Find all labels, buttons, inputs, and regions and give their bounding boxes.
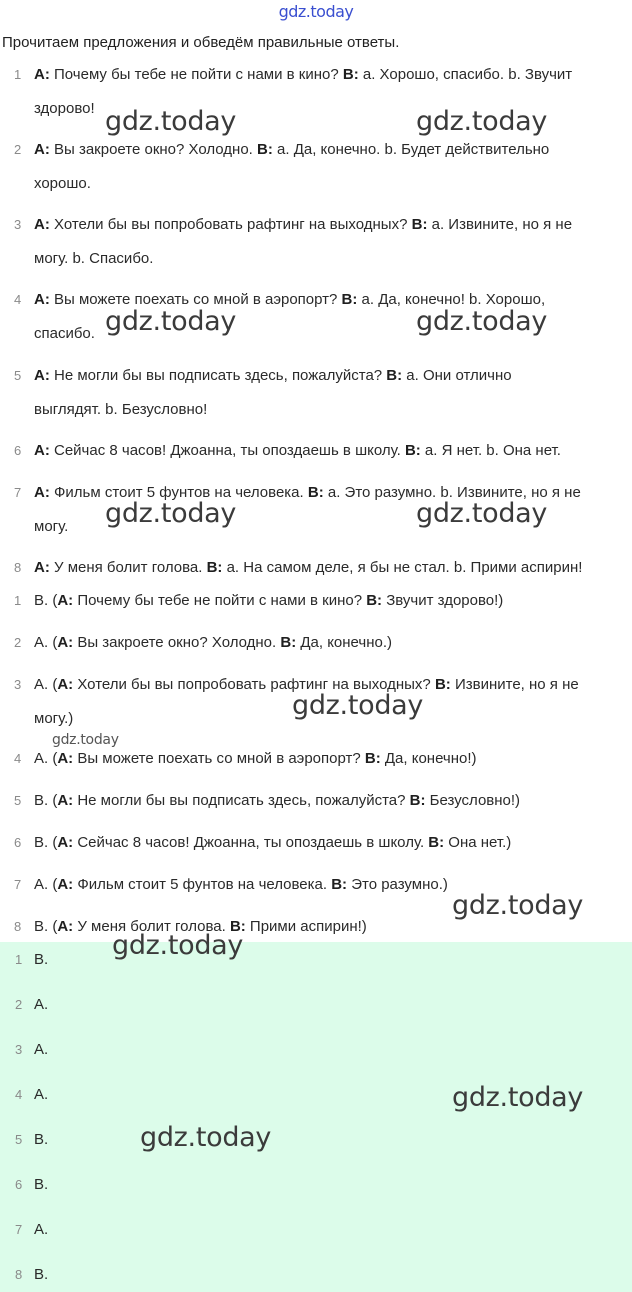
speaker-b-text: Да, конечно.): [296, 634, 392, 651]
speaker-a-label: A:: [34, 484, 50, 501]
speaker-b-text: a. Извините, но я не: [427, 216, 573, 233]
answer-letter: B. (: [34, 834, 58, 851]
speaker-a-label: A:: [57, 834, 74, 851]
speaker-a-label: A:: [34, 559, 50, 576]
item-number: 7: [14, 877, 22, 892]
continuation-text: могу. b. Спасибо.: [34, 250, 154, 267]
task-instruction: Прочитаем предложения и обведём правильные ответы.: [2, 34, 400, 51]
speaker-a-label: A:: [34, 216, 50, 233]
item-text: [34, 584, 629, 618]
speaker-a-text: Вы можете поехать со мной в аэропорт?: [73, 750, 365, 767]
solution-item: [0, 826, 632, 860]
speaker-a-text: Вы можете поехать со мной в аэропорт?: [49, 291, 342, 308]
item-text: [34, 359, 629, 427]
speaker-b-label: B:: [307, 484, 324, 501]
speaker-b-text: Это разумно.): [347, 876, 448, 893]
continuation-text: могу.): [34, 710, 74, 727]
speaker-b-text: a. Хорошо, спасибо. b. Звучит: [358, 66, 573, 83]
item-text: [34, 551, 629, 585]
speaker-b-label: B:: [257, 141, 273, 158]
speaker-b-text: a. Они отлично: [402, 367, 512, 384]
speaker-a-text: Почему бы тебе не пойти с нами в кино?: [73, 592, 367, 609]
speaker-a-text: Хотели бы вы попробовать рафтинг на выходных?: [49, 216, 412, 233]
item-number: 4: [14, 751, 22, 766]
answer-letter: A. (: [34, 750, 58, 767]
item-text: [34, 434, 629, 468]
exercise-item: [0, 476, 632, 544]
item-number: 8: [14, 560, 22, 575]
speaker-a-label: A:: [34, 66, 50, 83]
speaker-b-label: B:: [386, 367, 403, 384]
watermark: gdz.today: [105, 306, 237, 337]
item-number: 2: [14, 142, 22, 157]
exercise-item: [0, 208, 632, 276]
answer-letter: A.: [34, 1086, 49, 1103]
exercise-item: [0, 58, 632, 126]
speaker-b-label: B:: [229, 918, 246, 935]
watermark: gdz.today: [140, 1122, 272, 1153]
watermark: gdz.today: [105, 106, 237, 137]
speaker-b-text: Безусловно!): [425, 792, 521, 809]
answer-letter: B.: [34, 1176, 49, 1193]
item-text: [34, 742, 629, 776]
site-logo[interactable]: gdz.today: [278, 2, 354, 21]
speaker-b-label: B:: [280, 634, 297, 651]
item-text: [34, 58, 629, 126]
speaker-b-text: a. Да, конечно. b. Будет действительно: [272, 141, 550, 158]
watermark: gdz.today: [416, 498, 548, 529]
speaker-b-text: Она нет.): [444, 834, 512, 851]
item-text: [34, 283, 629, 351]
speaker-a-label: A:: [34, 442, 50, 459]
speaker-b-text: Да, конечно!): [380, 750, 477, 767]
solution-item: [0, 868, 632, 902]
solution-item: [0, 742, 632, 776]
speaker-a-label: A:: [57, 592, 74, 609]
answer-letter: A. (: [34, 634, 58, 651]
continuation-text: здорово!: [34, 100, 95, 117]
speaker-b-label: B:: [428, 834, 445, 851]
item-number: 7: [15, 1222, 23, 1237]
watermark: gdz.today: [452, 890, 584, 921]
watermark: gdz.today: [452, 1082, 584, 1113]
solution-item: [0, 784, 632, 818]
answer-letter: A. (: [34, 876, 58, 893]
solution-item: [0, 668, 632, 736]
speaker-a-label: A:: [34, 367, 50, 384]
speaker-a-text: Хотели бы вы попробовать рафтинг на выходных?: [73, 676, 435, 693]
item-number: 2: [14, 635, 22, 650]
exercise-item: [0, 434, 632, 468]
speaker-b-label: B:: [341, 291, 358, 308]
watermark: gdz.today: [292, 690, 424, 721]
item-number: 4: [14, 292, 22, 307]
speaker-b-text: a. На самом деле, я бы не стал. b. Прими аспирин!: [222, 559, 583, 576]
item-text: [34, 826, 629, 860]
watermark: gdz.today: [112, 930, 244, 961]
speaker-a-text: Сейчас 8 часов! Джоанна, ты опоздаешь в школу.: [49, 442, 405, 459]
speaker-a-label: A:: [57, 750, 74, 767]
speaker-a-text: У меня болит голова.: [49, 559, 207, 576]
speaker-a-text: Не могли бы вы подписать здесь, пожалуйста?: [73, 792, 410, 809]
item-number: 4: [15, 1087, 23, 1102]
item-number: 1: [14, 67, 22, 82]
speaker-b-label: B:: [404, 442, 421, 459]
answer-letter: B.: [34, 951, 49, 968]
speaker-b-label: B:: [364, 750, 381, 767]
watermark: gdz.today: [416, 306, 548, 337]
speaker-a-text: У меня болит голова.: [73, 918, 230, 935]
item-number: 6: [14, 835, 22, 850]
speaker-a-text: Вы закроете окно? Холодно.: [49, 141, 258, 158]
watermark: gdz.today: [416, 106, 548, 137]
item-text: [34, 668, 629, 736]
speaker-b-label: B:: [434, 676, 451, 693]
speaker-b-label: B:: [366, 592, 383, 609]
speaker-b-text: Прими аспирин!): [245, 918, 367, 935]
item-text: [34, 476, 629, 544]
item-number: 8: [14, 919, 22, 934]
speaker-b-text: a. Да, конечно! b. Хорошо,: [357, 291, 546, 308]
speaker-a-label: A:: [57, 634, 74, 651]
item-number: 1: [15, 952, 23, 967]
speaker-b-label: B:: [206, 559, 223, 576]
item-number: 5: [14, 793, 22, 808]
item-number: 8: [15, 1267, 23, 1282]
answer-letter: B. (: [34, 592, 58, 609]
answer-letter: A. (: [34, 676, 58, 693]
answer-letter: B. (: [34, 918, 58, 935]
speaker-a-label: A:: [34, 291, 50, 308]
continuation-text: спасибо.: [34, 325, 95, 342]
speaker-b-text: a. Я нет. b. Она нет.: [420, 442, 561, 459]
solution-item: [0, 626, 632, 660]
speaker-b-text: a. Это разумно. b. Извините, но я не: [323, 484, 581, 501]
answer-letter: A.: [34, 996, 49, 1013]
item-text: [34, 626, 629, 660]
exercise-item: [0, 359, 632, 427]
answer-letter: A.: [34, 1221, 49, 1238]
speaker-b-label: B:: [409, 792, 426, 809]
speaker-a-text: Вы закроете окно? Холодно.: [73, 634, 281, 651]
speaker-a-label: A:: [57, 676, 74, 693]
item-text: [34, 868, 629, 902]
item-number: 7: [14, 485, 22, 500]
item-text: [34, 784, 629, 818]
speaker-a-text: Фильм стоит 5 фунтов на человека.: [73, 876, 332, 893]
item-number: 6: [14, 443, 22, 458]
watermark: gdz.today: [52, 732, 119, 748]
answer-letter: B.: [34, 1266, 49, 1283]
item-text: [34, 208, 629, 276]
item-number: 5: [14, 368, 22, 383]
item-number: 6: [15, 1177, 23, 1192]
item-text: [34, 910, 629, 944]
answer-letter: B. (: [34, 792, 58, 809]
item-number: 3: [15, 1042, 23, 1057]
solution-item: [0, 910, 632, 944]
continuation-text: выглядят. b. Безусловно!: [34, 401, 208, 418]
speaker-a-label: A:: [34, 141, 50, 158]
speaker-b-label: B:: [411, 216, 428, 233]
item-number: 2: [15, 997, 23, 1012]
exercise-item: [0, 551, 632, 585]
speaker-a-text: Не могли бы вы подписать здесь, пожалуйста?: [49, 367, 387, 384]
item-number: 3: [14, 217, 22, 232]
speaker-a-text: Почему бы тебе не пойти с нами в кино?: [49, 66, 343, 83]
solution-item: [0, 584, 632, 618]
watermark: gdz.today: [105, 498, 237, 529]
speaker-b-label: B:: [331, 876, 348, 893]
item-number: 5: [15, 1132, 23, 1147]
item-text: [34, 133, 629, 201]
exercise-item: [0, 283, 632, 351]
speaker-b-text: Извините, но я не: [450, 676, 579, 693]
answer-letter: A.: [34, 1041, 49, 1058]
continuation-text: могу.: [34, 518, 69, 535]
answer-letter: B.: [34, 1131, 49, 1148]
item-number: 1: [14, 593, 22, 608]
speaker-a-text: Сейчас 8 часов! Джоанна, ты опоздаешь в школу.: [73, 834, 429, 851]
item-number: 3: [14, 677, 22, 692]
speaker-b-text: Звучит здорово!): [382, 592, 504, 609]
exercise-item: [0, 133, 632, 201]
speaker-a-label: A:: [57, 918, 74, 935]
continuation-text: хорошо.: [34, 175, 91, 192]
speaker-a-label: A:: [57, 876, 74, 893]
speaker-a-text: Фильм стоит 5 фунтов на человека.: [49, 484, 308, 501]
speaker-b-label: B:: [342, 66, 359, 83]
speaker-a-label: A:: [57, 792, 74, 809]
